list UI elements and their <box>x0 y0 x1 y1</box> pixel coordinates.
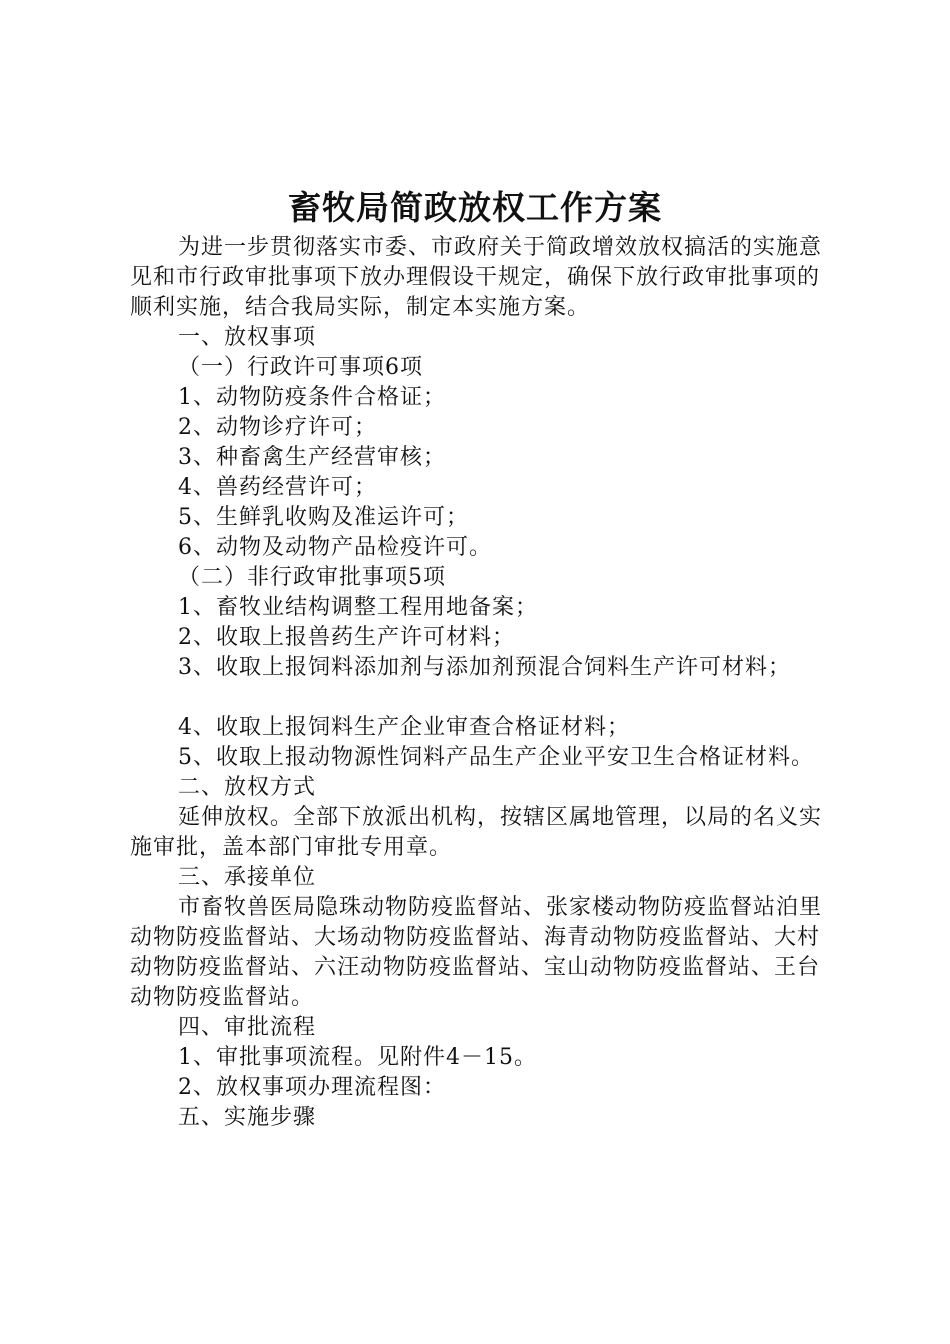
list-item: 1、畜牧业结构调整工程用地备案； <box>178 595 538 620</box>
section-heading-1: 一、放权事项 <box>178 325 317 350</box>
paragraph: 延伸放权。全部下放派出机构，按辖区属地管理，以局的名义实施审批，盖本部门审批专用章。 <box>130 805 823 860</box>
list-item: 6、动物及动物产品检疫许可。 <box>178 535 492 560</box>
document-title: 畜牧局简政放权工作方案 <box>288 188 662 227</box>
section-heading-2: 二、放权方式 <box>178 775 317 800</box>
list-item: 5、生鲜乳收购及准运许可； <box>178 505 469 530</box>
list-item: 5、收取上报动物源性饲料产品生产企业平安卫生合格证材料。 <box>178 745 814 770</box>
list-item: 4、兽药经营许可； <box>178 475 377 500</box>
list-item: 4、收取上报饲料生产企业审查合格证材料； <box>178 715 630 740</box>
section-heading-3: 三、承接单位 <box>178 865 317 890</box>
list-item: 1、审批事项流程。见附件4－15。 <box>178 1045 537 1070</box>
list-item: 2、动物诊疗许可； <box>178 415 377 440</box>
subsection-heading-1: （一）行政许可事项6项 <box>178 355 423 380</box>
list-item: 3、收取上报饲料添加剂与添加剂预混合饲料生产许可材料； <box>178 655 791 680</box>
intro-paragraph: 为进一步贯彻落实市委、市政府关于简政增效放权搞活的实施意见和市行政审批事项下放办理假设干规定，确保下放行政审批事项的顺利实施，结合我局实际，制定本实施方案。 <box>130 235 823 320</box>
subsection-heading-2: （二）非行政审批事项5项 <box>178 565 446 590</box>
document-body <box>130 233 835 1133</box>
section-heading-4: 四、审批流程 <box>178 1015 317 1040</box>
list-item: 3、种畜禽生产经营审核； <box>178 445 446 470</box>
list-item: 2、收取上报兽药生产许可材料； <box>178 625 515 650</box>
list-item: 1、动物防疫条件合格证； <box>178 385 446 410</box>
list-item: 2、放权事项办理流程图： <box>178 1075 446 1100</box>
section-heading-5: 五、实施步骤 <box>178 1105 317 1130</box>
blank-line <box>130 683 835 713</box>
paragraph: 市畜牧兽医局隐珠动物防疫监督站、张家楼动物防疫监督站泊里动物防疫监督站、大场动物防疫监督站、海青动物防疫监督站、大村动物防疫监督站、六汪动物防疫监督站、宝山动物防疫监督站、王台动物防疫监督站。 <box>130 895 823 1010</box>
